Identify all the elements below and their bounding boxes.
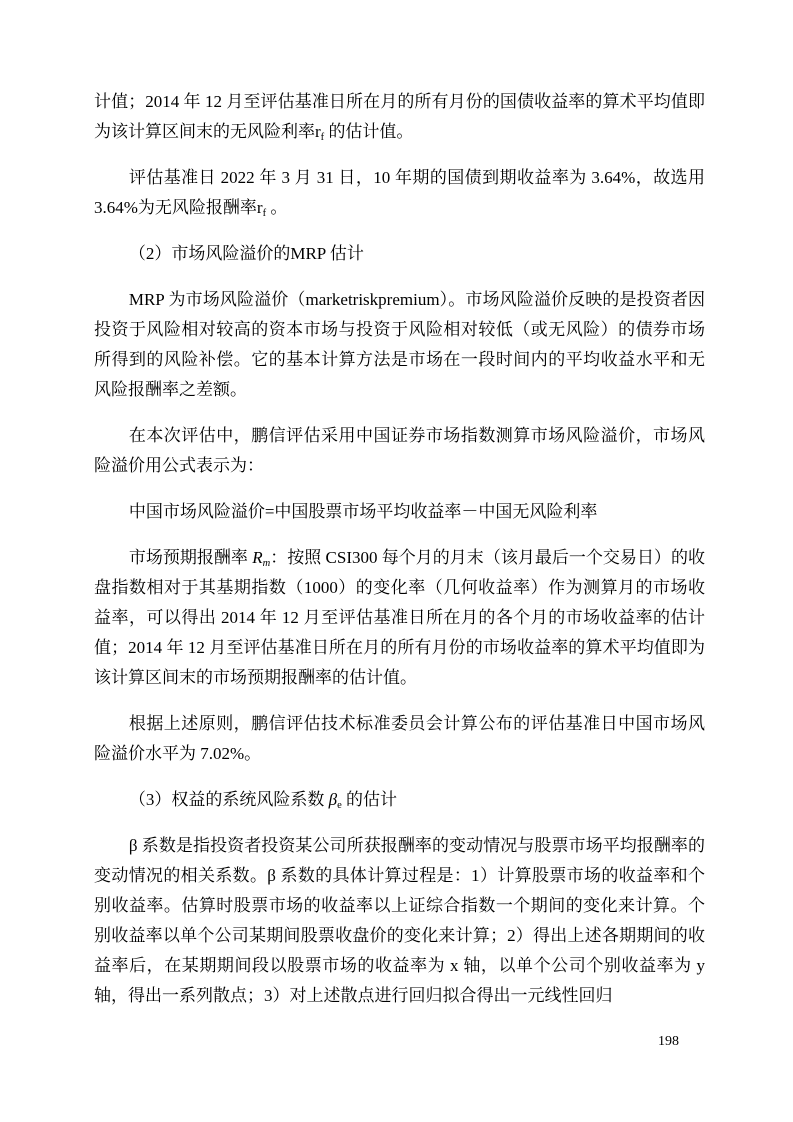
subscript-e: e bbox=[337, 799, 342, 811]
subscript-f: f bbox=[262, 207, 267, 219]
paragraph-text: 。 bbox=[266, 198, 288, 217]
paragraph-mrp-method: 在本次评估中，鹏信评估采用中国证券市场指数测算市场风险溢价，市场风险溢价用公式表示为： bbox=[94, 426, 705, 475]
paragraph-text: 计值；2014 年 12 月至评估基准日所在月的所有月份的国债收益率的算术平均值即为该计算区间末的无风险利率r bbox=[94, 92, 705, 141]
page-content bbox=[94, 87, 705, 1027]
subscript-f: f bbox=[320, 131, 325, 143]
subscript-m: m bbox=[262, 557, 271, 569]
formula-market-risk-premium: 中国市场风险溢价=中国股票市场平均收益率－中国无风险利率 bbox=[128, 502, 598, 521]
paragraph-mrp-definition: MRP 为市场风险溢价（marketriskpremium）。市场风险溢价反映的是投资者因投资于风险相对较高的资本市场与投资于风险相对较低（或无风险）的债券市场所得到的风险补偿。它的基本计算方法是市场在一段时间内的平均收益水平和无风险报酬率之差额。 bbox=[94, 290, 705, 399]
page-number: 198 bbox=[658, 1034, 679, 1049]
paragraph-mrp-result: 根据上述原则，鹏信评估技术标准委员会计算公布的评估基准日中国市场风险溢价水平为 7.02%。 bbox=[94, 714, 705, 763]
paragraph-valuation-base-date bbox=[94, 163, 705, 223]
paragraph-text: ：按照 CSI300 每个月的月末（该月最后一个交易日）的收盘指数相对于其基期指数（1000）的变化率（几何收益率）作为测算月的市场收益率，可以得出 2014 年 12 月至评估基准日所在月的各个月的市场收益率的估计值；2014 年 12 月至评估基准日所在月的所有月份的市场收益率的算术平均值即为该计算区间末的市场预期报酬率的估计值。 bbox=[94, 548, 705, 687]
paragraph-beta-calculation: β 系数是指投资者投资某公司所获报酬率的变动情况与股票市场平均报酬率的变动情况的相关系数。β 系数的具体计算过程是：1）计算股票市场的收益率和个别收益率。估算时股票市场的收益率以上证综合指数一个期间的变化来计算。个别收益率以单个公司某期间股票收盘价的变化来计算；2）得出上述各期期间的收益率后，在某期期间段以股票市场的收益率为 x 轴，以单个公司个别收益率为 y 轴，得出一系列散点；3）对上述散点进行回归拟合得出一元线性回归 bbox=[94, 836, 705, 1005]
paragraph-expected-market-return bbox=[94, 543, 705, 693]
paragraph-text: 的估计值。 bbox=[324, 122, 414, 141]
heading-text: （3）权益的系统风险系数 bbox=[128, 790, 329, 809]
heading-mrp-estimate: （2）市场风险溢价的MRP 估计 bbox=[128, 244, 364, 263]
variable-R: R bbox=[252, 548, 263, 567]
heading-text: 的估计 bbox=[341, 790, 397, 809]
paragraph-text: 市场预期报酬率 bbox=[128, 548, 253, 567]
heading-beta-estimate bbox=[94, 785, 705, 815]
variable-beta: β bbox=[328, 790, 338, 809]
paragraph-risk-free-rate-continued bbox=[94, 87, 705, 147]
paragraph-text: 评估基准日 2022 年 3 月 31 日，10 年期的国债到期收益率为 3.64%，故选用 3.64%为无风险报酬率r bbox=[94, 168, 705, 217]
